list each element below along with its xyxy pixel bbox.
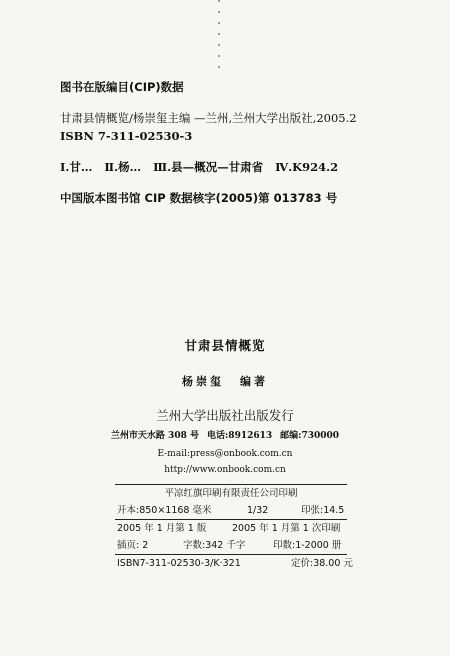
printing: 2005 年 1 月第 1 次印刷 (232, 523, 341, 534)
plates: 插页: 2 (117, 540, 149, 551)
counts-row (115, 537, 347, 554)
cip-classification-line: Ⅰ.甘… Ⅱ.杨… Ⅲ.县—概况—甘肃省 Ⅳ.K924.2 (60, 160, 339, 174)
edition: 2005 年 1 月第 1 版 (117, 523, 207, 534)
printing-specs-table (115, 484, 353, 572)
address-line (0, 428, 450, 441)
author-role: 编著 (240, 375, 268, 388)
sheets: 印张:14.5 (301, 505, 345, 516)
dotted-guide-line (218, 0, 220, 70)
edition-row (115, 520, 347, 537)
words: 字数:342 千字 (183, 540, 246, 551)
isbn-full: ISBN7-311-02530-3/K·321 (117, 558, 241, 569)
cip-heading: 图书在版编目(CIP)数据 (60, 80, 184, 94)
address: 兰州市天水路 308 号 (110, 431, 199, 441)
copies: 印数:1-2000 册 (273, 540, 342, 551)
format: 开本:850×1168 毫米 (117, 505, 212, 516)
format-row (115, 502, 347, 519)
postcode: 邮编:730000 (280, 431, 340, 441)
cip-title-line: 甘肃县情概览/杨崇玺主编 —兰州,兰州大学出版社,2005.2 (60, 111, 357, 125)
website-line: http://www.onbook.com.cn (164, 465, 286, 475)
author-line (0, 373, 450, 389)
cip-isbn-line: ISBN 7-311-02530-3 (60, 129, 193, 143)
book-title: 甘肃县情概览 (184, 338, 266, 353)
isbn-price-row (115, 555, 353, 572)
publisher-line: 兰州大学出版社出版发行 (156, 408, 294, 423)
printer-row: 平凉红旗印刷有限责任公司印刷 (164, 488, 298, 499)
price: 定价:38.00 元 (291, 558, 353, 569)
fold: 1/32 (247, 505, 269, 516)
cip-number-line: 中国版本图书馆 CIP 数据核字(2005)第 013783 号 (60, 191, 338, 205)
email-line: E-mail:press@onbook.com.cn (157, 449, 293, 459)
author-name: 杨崇玺 (182, 375, 224, 388)
phone: 电话:8912613 (206, 431, 273, 441)
